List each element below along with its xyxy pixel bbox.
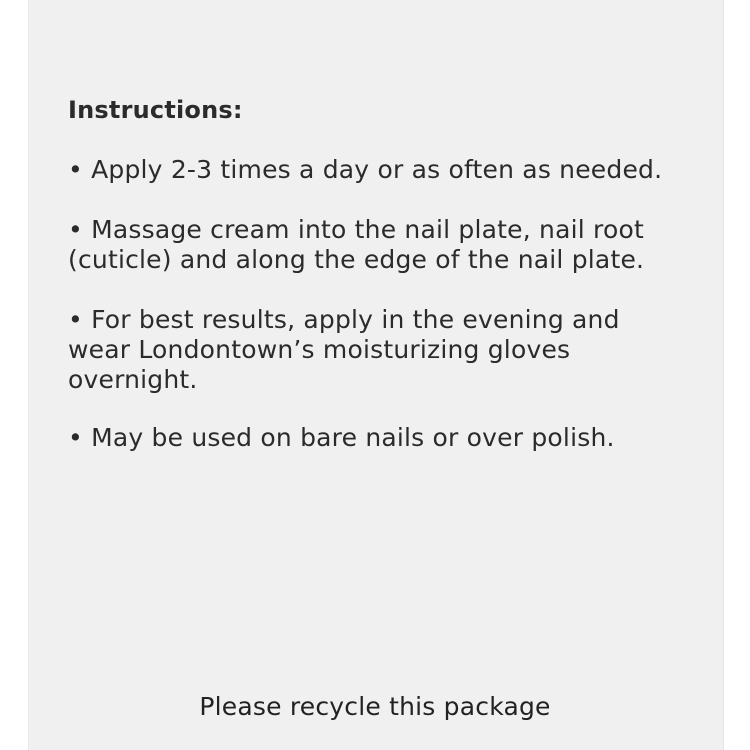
instruction-item-3 [68, 305, 620, 395]
instruction-item-2 [68, 215, 644, 275]
recycle-notice: Please recycle this package [199, 692, 551, 721]
instruction-item-1 [68, 155, 662, 185]
instruction-line: • May be used on bare nails or over polish. [68, 423, 615, 452]
instructions-heading: Instructions: [68, 96, 243, 124]
instruction-line: • Apply 2-3 times a day or as often as needed. [68, 155, 663, 184]
instruction-line: • For best results, apply in the evening and [68, 305, 620, 334]
instruction-line: overnight. [68, 365, 198, 394]
instruction-line: wear Londontown’s moisturizing gloves [68, 335, 571, 364]
instruction-item-4 [68, 423, 615, 453]
instruction-line: (cuticle) and along the edge of the nail plate. [68, 245, 645, 274]
instruction-line: • Massage cream into the nail plate, nail root [68, 215, 644, 244]
